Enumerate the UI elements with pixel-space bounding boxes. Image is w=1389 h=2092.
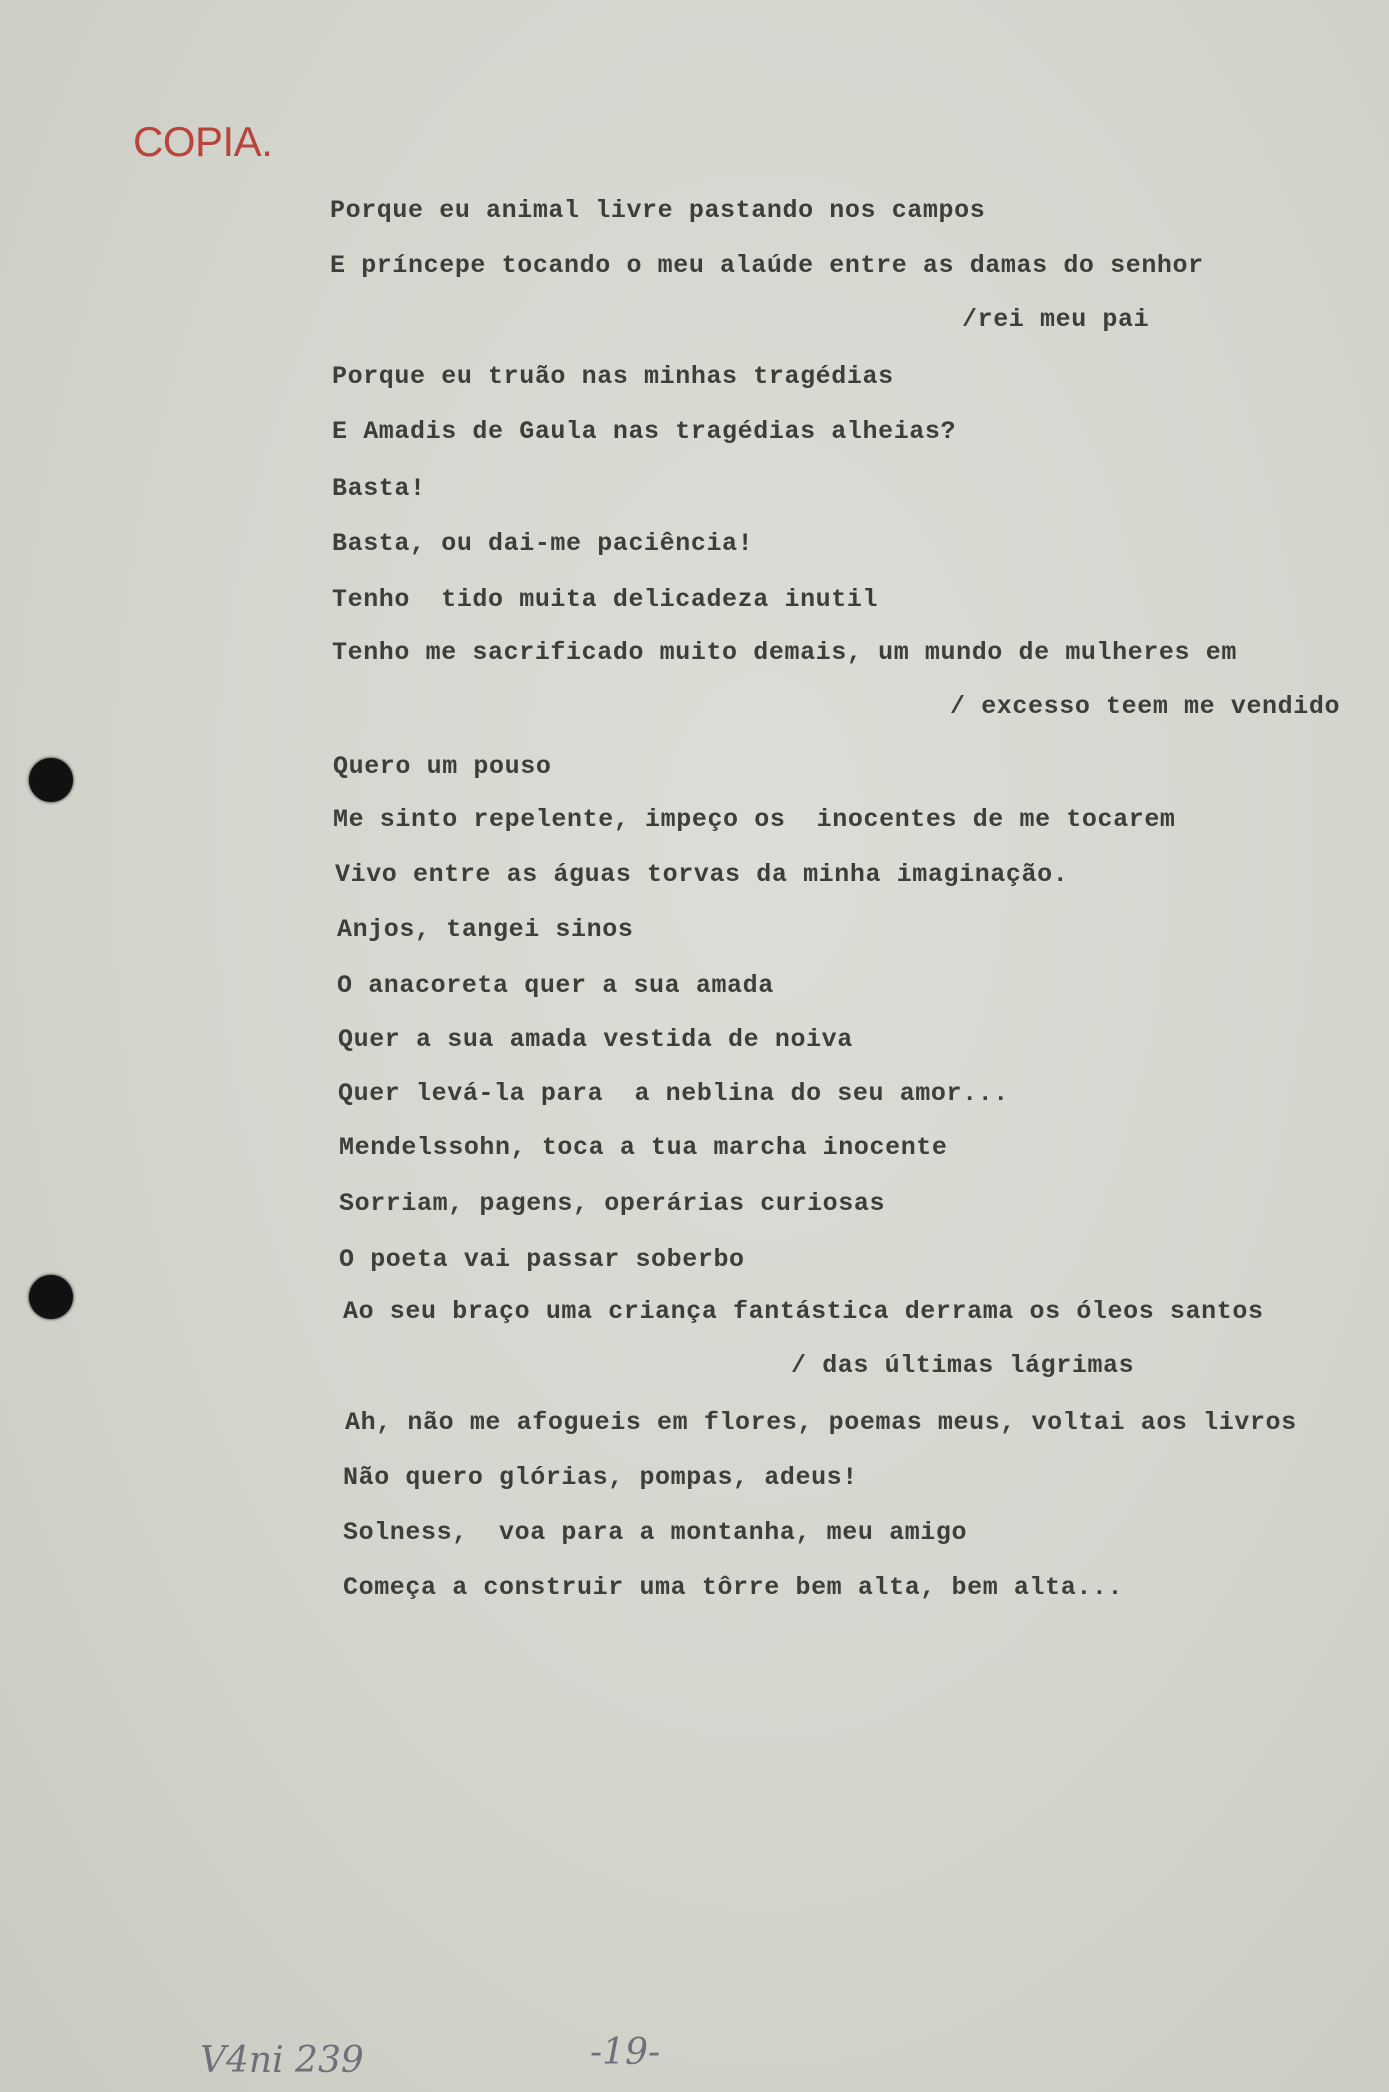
poem-line: Ah, não me afogueis em flores, poemas meus, voltai aos livros xyxy=(345,1408,1297,1437)
poem-line: Basta! xyxy=(332,474,426,503)
punch-hole xyxy=(29,758,73,802)
handwritten-page-number: -19- xyxy=(590,2032,661,2073)
poem-line: Vivo entre as águas torvas da minha imaginação. xyxy=(335,860,1069,889)
poem-line: Não quero glórias, pompas, adeus! xyxy=(343,1463,858,1492)
poem-line: Anjos, tangei sinos xyxy=(337,915,634,944)
poem-line: Mendelssohn, toca a tua marcha inocente xyxy=(339,1133,948,1162)
poem-line: Começa a construir uma tôrre bem alta, bem alta... xyxy=(343,1573,1124,1602)
poem-line: Quer levá-la para a neblina do seu amor... xyxy=(338,1079,1009,1108)
poem-line-continuation: / das últimas lágrimas xyxy=(791,1351,1135,1380)
copia-stamp: COPIA. xyxy=(133,118,273,165)
poem-line-continuation: /rei meu pai xyxy=(962,305,1150,334)
poem-line: Porque eu animal livre pastando nos campos xyxy=(330,196,986,225)
poem-line: Me sinto repelente, impeço os inocentes de me tocarem xyxy=(333,805,1176,834)
poem-line: E príncepe tocando o meu alaúde entre as damas do senhor xyxy=(330,251,1204,280)
poem-line: Sorriam, pagens, operárias curiosas xyxy=(339,1189,886,1218)
poem-line: Tenho me sacrificado muito demais, um mundo de mulheres em xyxy=(332,638,1237,667)
poem-line: Ao seu braço uma criança fantástica derrama os óleos santos xyxy=(343,1297,1264,1326)
handwritten-reference: V4ni 239 xyxy=(200,2040,364,2081)
poem-line: E Amadis de Gaula nas tragédias alheias? xyxy=(332,417,957,446)
poem-line: O poeta vai passar soberbo xyxy=(339,1245,745,1274)
poem-line: Porque eu truão nas minhas tragédias xyxy=(332,362,894,391)
poem-line-continuation: / excesso teem me vendido xyxy=(950,692,1341,721)
poem-line: Solness, voa para a montanha, meu amigo xyxy=(343,1518,968,1547)
poem-line: Quero um pouso xyxy=(333,752,552,781)
punch-hole xyxy=(29,1275,73,1319)
poem-line: O anacoreta quer a sua amada xyxy=(337,971,774,1000)
poem-line: Basta, ou dai-me paciência! xyxy=(332,529,754,558)
poem-line: Tenho tido muita delicadeza inutil xyxy=(332,585,879,614)
poem-line: Quer a sua amada vestida de noiva xyxy=(338,1025,853,1054)
